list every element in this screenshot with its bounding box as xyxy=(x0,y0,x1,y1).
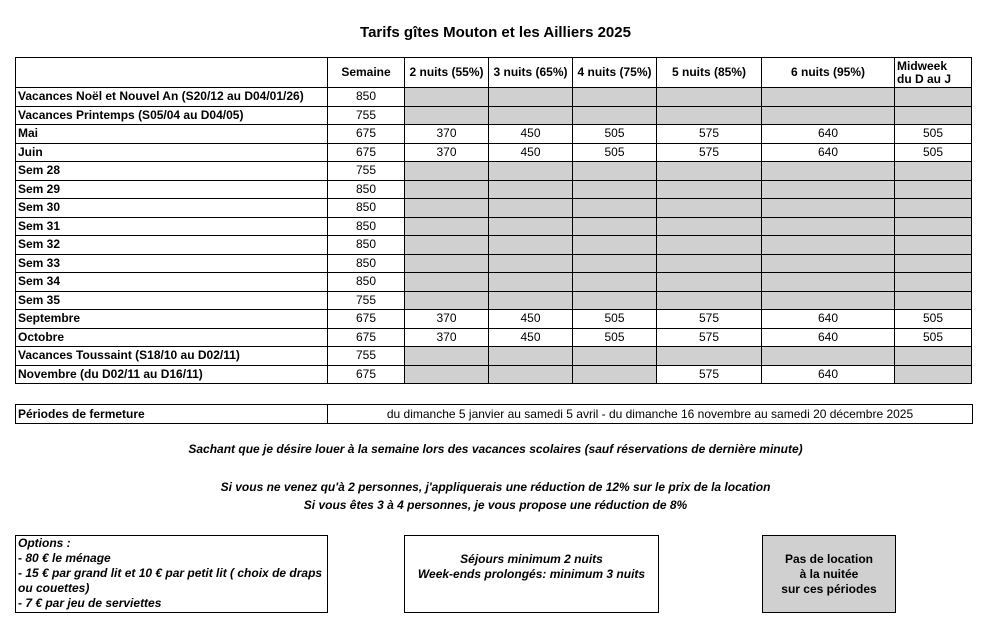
column-header: 4 nuits (75%) xyxy=(573,58,657,88)
table-row xyxy=(16,162,972,181)
unavailable-cell xyxy=(762,273,895,292)
unavailable-cell xyxy=(405,162,489,181)
price-cell: 450 xyxy=(489,143,573,162)
column-header: 3 nuits (65%) xyxy=(489,58,573,88)
price-cell: 755 xyxy=(328,291,405,310)
unavailable-cell xyxy=(657,88,762,107)
table-row xyxy=(16,254,972,273)
unavailable-cell xyxy=(405,106,489,125)
table-row xyxy=(16,199,972,218)
unavailable-cell xyxy=(657,236,762,255)
two-people-note: Si vous ne venez qu'à 2 personnes, j'appliquerais une réduction de 12% sur le prix de la location xyxy=(220,480,771,494)
period-label: Sem 35 xyxy=(16,291,328,310)
table-row xyxy=(16,143,972,162)
price-cell: 675 xyxy=(328,328,405,347)
unavailable-cell xyxy=(762,199,895,218)
unavailable-cell xyxy=(573,273,657,292)
unavailable-cell xyxy=(405,217,489,236)
price-cell: 850 xyxy=(328,88,405,107)
period-label: Mai xyxy=(16,125,328,144)
unavailable-cell xyxy=(405,291,489,310)
long-weekend-line: Week-ends prolongés: minimum 3 nuits xyxy=(417,567,646,581)
unavailable-cell xyxy=(573,291,657,310)
table-row xyxy=(16,106,972,125)
three-four-people-note: Si vous êtes 3 à 4 personnes, je vous propose une réduction de 8% xyxy=(303,498,688,512)
unavailable-cell xyxy=(405,236,489,255)
price-cell: 755 xyxy=(328,106,405,125)
unavailable-cell xyxy=(405,199,489,218)
table-row xyxy=(16,365,972,384)
unavailable-cell xyxy=(762,180,895,199)
unavailable-cell xyxy=(573,236,657,255)
unavailable-cell xyxy=(405,180,489,199)
unavailable-cell xyxy=(489,199,573,218)
unavailable-cell xyxy=(405,88,489,107)
price-cell: 675 xyxy=(328,310,405,329)
unavailable-cell xyxy=(657,162,762,181)
price-cell: 505 xyxy=(573,143,657,162)
page-title: Tarifs gîtes Mouton et les Ailliers 2025 xyxy=(360,24,631,41)
price-cell: 675 xyxy=(328,143,405,162)
table-header-row xyxy=(16,58,972,88)
unavailable-cell xyxy=(489,162,573,181)
unavailable-cell xyxy=(895,254,972,273)
unavailable-cell xyxy=(405,254,489,273)
unavailable-cell xyxy=(573,347,657,366)
unavailable-cell xyxy=(657,291,762,310)
unavailable-cell xyxy=(762,291,895,310)
price-cell: 505 xyxy=(895,310,972,329)
unavailable-cell xyxy=(489,365,573,384)
unavailable-cell xyxy=(657,254,762,273)
price-cell: 505 xyxy=(895,143,972,162)
unavailable-cell xyxy=(489,347,573,366)
unavailable-cell xyxy=(489,106,573,125)
midweek-header-line: Midweek xyxy=(897,58,948,73)
options-item: - 80 € le ménage xyxy=(18,551,111,565)
column-header: Semaine xyxy=(328,58,405,88)
period-label: Vacances Toussaint (S18/10 au D02/11) xyxy=(16,347,328,366)
unavailable-cell xyxy=(657,106,762,125)
closure-label: Périodes de fermeture xyxy=(16,405,328,424)
period-label: Sem 34 xyxy=(16,273,328,292)
period-label: Sem 29 xyxy=(16,180,328,199)
period-label: Vacances Printemps (S05/04 au D04/05) xyxy=(16,106,328,125)
unavailable-cell xyxy=(573,88,657,107)
unavailable-cell xyxy=(762,347,895,366)
unavailable-cell xyxy=(895,236,972,255)
options-box xyxy=(15,535,328,613)
unavailable-cell xyxy=(573,365,657,384)
closure-row xyxy=(16,405,973,424)
price-cell: 640 xyxy=(762,328,895,347)
price-cell: 575 xyxy=(657,125,762,144)
unavailable-cell xyxy=(762,236,895,255)
price-cell: 755 xyxy=(328,162,405,181)
price-cell: 575 xyxy=(657,365,762,384)
table-row xyxy=(16,291,972,310)
price-cell: 850 xyxy=(328,254,405,273)
unavailable-cell xyxy=(657,273,762,292)
price-cell: 850 xyxy=(328,273,405,292)
table-row xyxy=(16,180,972,199)
no-nightly-line: Pas de location xyxy=(784,552,874,566)
table-row xyxy=(16,236,972,255)
price-cell: 370 xyxy=(405,310,489,329)
minimum-stay-box xyxy=(404,535,659,613)
period-label: Sem 30 xyxy=(16,199,328,218)
unavailable-cell xyxy=(573,217,657,236)
unavailable-cell xyxy=(489,88,573,107)
price-cell: 450 xyxy=(489,125,573,144)
unavailable-cell xyxy=(489,273,573,292)
unavailable-cell xyxy=(405,347,489,366)
price-cell: 575 xyxy=(657,328,762,347)
unavailable-cell xyxy=(895,162,972,181)
unavailable-cell xyxy=(489,291,573,310)
table-row xyxy=(16,125,972,144)
unavailable-cell xyxy=(895,106,972,125)
unavailable-cell xyxy=(895,217,972,236)
period-label: Septembre xyxy=(16,310,328,329)
unavailable-cell xyxy=(573,180,657,199)
price-cell: 850 xyxy=(328,236,405,255)
price-cell: 850 xyxy=(328,217,405,236)
minimum-stay-line: Séjours minimum 2 nuits xyxy=(460,552,603,566)
price-cell: 505 xyxy=(895,125,972,144)
unavailable-cell xyxy=(573,162,657,181)
price-cell: 850 xyxy=(328,180,405,199)
unavailable-cell xyxy=(762,88,895,107)
unavailable-cell xyxy=(489,217,573,236)
period-label: Octobre xyxy=(16,328,328,347)
price-cell: 575 xyxy=(657,143,762,162)
price-cell: 370 xyxy=(405,328,489,347)
unavailable-cell xyxy=(762,106,895,125)
unavailable-cell xyxy=(762,254,895,273)
price-cell: 450 xyxy=(489,310,573,329)
unavailable-cell xyxy=(895,199,972,218)
price-cell: 505 xyxy=(573,328,657,347)
unavailable-cell xyxy=(895,88,972,107)
unavailable-cell xyxy=(762,162,895,181)
table-row xyxy=(16,310,972,329)
unavailable-cell xyxy=(895,347,972,366)
price-cell: 370 xyxy=(405,125,489,144)
unavailable-cell xyxy=(762,217,895,236)
period-label: Sem 32 xyxy=(16,236,328,255)
unavailable-cell xyxy=(489,180,573,199)
column-header xyxy=(16,58,328,88)
unavailable-cell xyxy=(573,254,657,273)
closure-value: du dimanche 5 janvier au samedi 5 avril - du dimanche 16 novembre au samedi 20 décembre 2025 xyxy=(328,405,973,424)
price-cell: 640 xyxy=(762,365,895,384)
column-header: 5 nuits (85%) xyxy=(657,58,762,88)
midweek-header-line: du D au J xyxy=(897,71,952,86)
unavailable-cell xyxy=(657,347,762,366)
unavailable-cell xyxy=(895,365,972,384)
column-header: 2 nuits (55%) xyxy=(405,58,489,88)
price-cell: 675 xyxy=(328,365,405,384)
options-item: - 7 € par jeu de serviettes xyxy=(18,596,162,610)
unavailable-cell xyxy=(895,291,972,310)
unavailable-cell xyxy=(657,217,762,236)
unavailable-cell xyxy=(489,254,573,273)
price-cell: 755 xyxy=(328,347,405,366)
period-label: Sem 33 xyxy=(16,254,328,273)
unavailable-cell xyxy=(657,180,762,199)
price-cell: 640 xyxy=(762,125,895,144)
period-label: Vacances Noël et Nouvel An (S20/12 au D04/01/26) xyxy=(16,88,328,107)
period-label: Sem 31 xyxy=(16,217,328,236)
price-cell: 640 xyxy=(762,310,895,329)
price-cell: 505 xyxy=(573,310,657,329)
school-holidays-note: Sachant que je désire louer à la semaine lors des vacances scolaires (sauf réservations de dernière minute) xyxy=(188,442,803,456)
period-label: Novembre (du D02/11 au D16/11) xyxy=(16,365,328,384)
no-nightly-line: à la nuitée xyxy=(799,567,859,581)
unavailable-cell xyxy=(573,106,657,125)
unavailable-cell xyxy=(573,199,657,218)
period-label: Juin xyxy=(16,143,328,162)
price-cell: 370 xyxy=(405,143,489,162)
rates-table xyxy=(15,57,972,384)
unavailable-cell xyxy=(895,180,972,199)
table-row xyxy=(16,273,972,292)
price-cell: 505 xyxy=(573,125,657,144)
period-label: Sem 28 xyxy=(16,162,328,181)
column-header-midweek xyxy=(895,58,972,88)
unavailable-cell xyxy=(405,365,489,384)
unavailable-cell xyxy=(489,236,573,255)
table-row xyxy=(16,88,972,107)
price-cell: 505 xyxy=(895,328,972,347)
price-cell: 450 xyxy=(489,328,573,347)
unavailable-cell xyxy=(405,273,489,292)
no-nightly-rental-box xyxy=(762,535,896,613)
options-title: Options : xyxy=(18,536,71,550)
price-cell: 575 xyxy=(657,310,762,329)
table-row xyxy=(16,217,972,236)
options-item: - 15 € par grand lit et 10 € par petit lit ( choix de draps ou couettes) xyxy=(18,566,323,595)
no-nightly-line: sur ces périodes xyxy=(781,582,877,596)
price-cell: 640 xyxy=(762,143,895,162)
price-cell: 675 xyxy=(328,125,405,144)
table-row xyxy=(16,347,972,366)
unavailable-cell xyxy=(657,199,762,218)
column-header: 6 nuits (95%) xyxy=(762,58,895,88)
closure-table xyxy=(15,404,973,424)
price-cell: 850 xyxy=(328,199,405,218)
unavailable-cell xyxy=(895,273,972,292)
table-row xyxy=(16,328,972,347)
